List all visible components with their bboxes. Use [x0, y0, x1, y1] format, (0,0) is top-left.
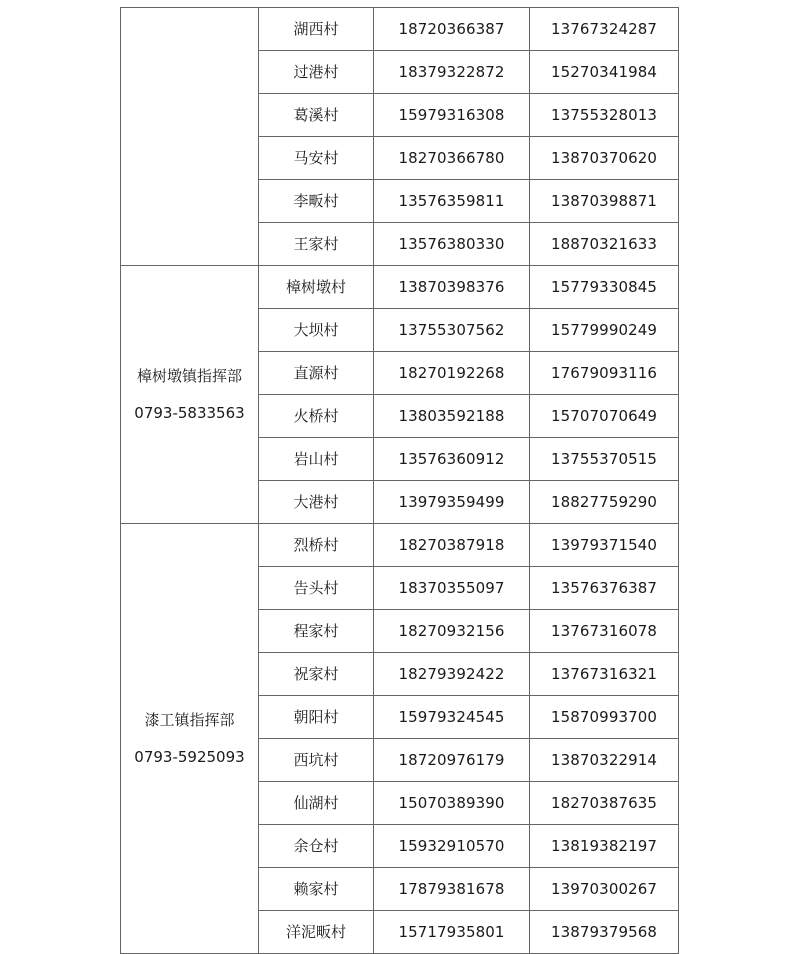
command-name: 漆工镇指挥部: [144, 710, 235, 729]
phone-2-cell: 15870993700: [530, 696, 679, 739]
phone-2-cell: 13870322914: [530, 739, 679, 782]
village-cell: 洋泥畈村: [259, 911, 374, 954]
phone-1-cell: 13576360912: [374, 438, 530, 481]
phone-2-cell: 15707070649: [530, 395, 679, 438]
phone-1-cell: 13870398376: [374, 266, 530, 309]
contact-table-body: [121, 8, 679, 954]
phone-2-cell: 13576376387: [530, 567, 679, 610]
village-cell: 朝阳村: [259, 696, 374, 739]
village-cell: 李畈村: [259, 180, 374, 223]
phone-1-cell: 18370355097: [374, 567, 530, 610]
village-cell: 马安村: [259, 137, 374, 180]
village-cell: 西坑村: [259, 739, 374, 782]
command-phone: 0793-5925093: [134, 747, 245, 766]
phone-2-cell: 13870398871: [530, 180, 679, 223]
village-cell: 大港村: [259, 481, 374, 524]
village-cell: 程家村: [259, 610, 374, 653]
table-row: [121, 266, 679, 309]
phone-1-cell: 18270192268: [374, 352, 530, 395]
phone-1-cell: 15070389390: [374, 782, 530, 825]
village-cell: 湖西村: [259, 8, 374, 51]
village-cell: 葛溪村: [259, 94, 374, 137]
command-name: 樟树墩镇指挥部: [136, 366, 242, 385]
phone-2-cell: 13819382197: [530, 825, 679, 868]
phone-1-cell: 13979359499: [374, 481, 530, 524]
phone-1-cell: 18270366780: [374, 137, 530, 180]
command-cell: [121, 524, 259, 954]
phone-1-cell: 13755307562: [374, 309, 530, 352]
phone-1-cell: 13803592188: [374, 395, 530, 438]
phone-1-cell: 15717935801: [374, 911, 530, 954]
phone-1-cell: 18379322872: [374, 51, 530, 94]
command-cell: [121, 8, 259, 266]
phone-1-cell: 15932910570: [374, 825, 530, 868]
phone-1-cell: 18720976179: [374, 739, 530, 782]
phone-2-cell: 13879379568: [530, 911, 679, 954]
phone-2-cell: 13767316078: [530, 610, 679, 653]
phone-2-cell: 17679093116: [530, 352, 679, 395]
table-row: [121, 524, 679, 567]
village-cell: 祝家村: [259, 653, 374, 696]
phone-1-cell: 15979316308: [374, 94, 530, 137]
phone-1-cell: 15979324545: [374, 696, 530, 739]
phone-2-cell: 15270341984: [530, 51, 679, 94]
village-cell: 大坝村: [259, 309, 374, 352]
phone-2-cell: 15779330845: [530, 266, 679, 309]
village-cell: 告头村: [259, 567, 374, 610]
village-cell: 余仓村: [259, 825, 374, 868]
phone-2-cell: 13979371540: [530, 524, 679, 567]
phone-2-cell: 13755370515: [530, 438, 679, 481]
village-cell: 赖家村: [259, 868, 374, 911]
village-cell: 过港村: [259, 51, 374, 94]
village-cell: 樟树墩村: [259, 266, 374, 309]
village-cell: 仙湖村: [259, 782, 374, 825]
phone-1-cell: 18720366387: [374, 8, 530, 51]
table-row: [121, 8, 679, 51]
phone-1-cell: 17879381678: [374, 868, 530, 911]
village-cell: 烈桥村: [259, 524, 374, 567]
phone-2-cell: 13870370620: [530, 137, 679, 180]
phone-2-cell: 13767316321: [530, 653, 679, 696]
village-cell: 岩山村: [259, 438, 374, 481]
phone-2-cell: 18270387635: [530, 782, 679, 825]
phone-1-cell: 18279392422: [374, 653, 530, 696]
phone-2-cell: 18870321633: [530, 223, 679, 266]
village-cell: 火桥村: [259, 395, 374, 438]
phone-1-cell: 13576359811: [374, 180, 530, 223]
contact-table: [120, 7, 679, 954]
phone-2-cell: 13755328013: [530, 94, 679, 137]
phone-2-cell: 13970300267: [530, 868, 679, 911]
phone-1-cell: 18270932156: [374, 610, 530, 653]
command-phone: 0793-5833563: [134, 403, 245, 422]
phone-1-cell: 13576380330: [374, 223, 530, 266]
phone-1-cell: 18270387918: [374, 524, 530, 567]
village-cell: 直源村: [259, 352, 374, 395]
command-cell: [121, 266, 259, 524]
phone-2-cell: 13767324287: [530, 8, 679, 51]
phone-2-cell: 15779990249: [530, 309, 679, 352]
village-cell: 王家村: [259, 223, 374, 266]
phone-2-cell: 18827759290: [530, 481, 679, 524]
